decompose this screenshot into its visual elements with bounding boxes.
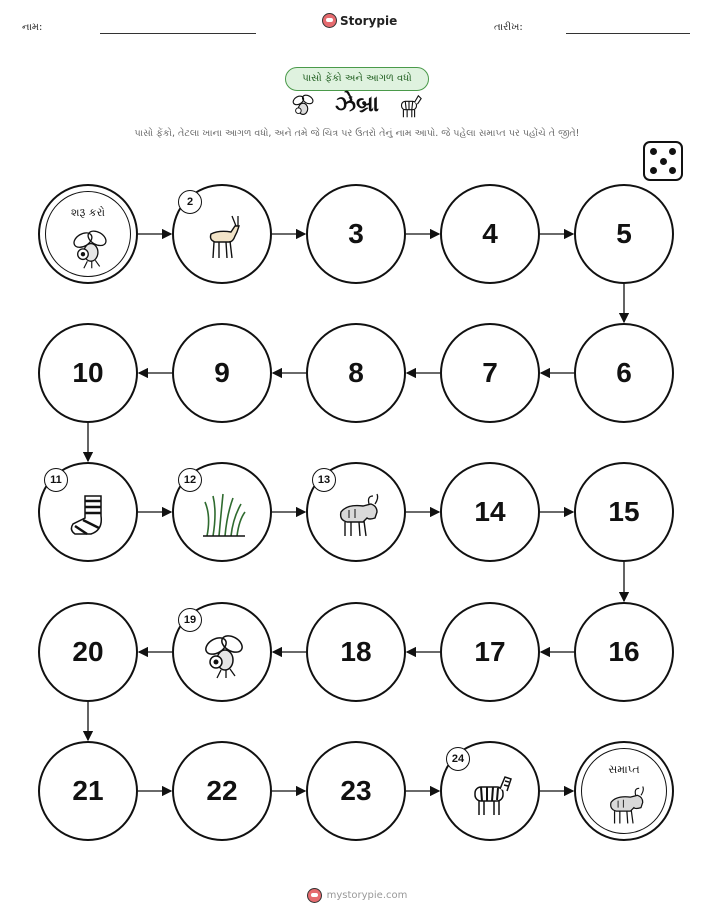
board-space-16[interactable] [574,602,674,702]
fly-icon [199,630,249,680]
fly-icon [68,226,112,270]
space-number: 20 [72,636,104,667]
finish-space[interactable] [574,741,674,841]
board-space-6[interactable] [574,323,674,423]
striped-sock-icon [65,490,115,540]
space-number: 21 [72,775,104,806]
board-space-12[interactable] [172,462,272,562]
space-number-badge: 19 [178,608,202,632]
space-number-badge: 13 [312,468,336,492]
zebra-icon [467,769,517,819]
board-space-21[interactable] [38,741,138,841]
space-number: 5 [616,218,632,249]
space-number: 4 [482,218,498,249]
board-space-24[interactable] [440,741,540,841]
board-space-5[interactable] [574,184,674,284]
board-space-14[interactable] [440,462,540,562]
board-space-22[interactable] [172,741,272,841]
grass-icon [199,490,249,540]
finish-label: સમાપ્ત [608,763,640,776]
board-space-11[interactable] [38,462,138,562]
board-space-3[interactable] [306,184,406,284]
page-title: ઝેબ્રા [334,92,380,117]
space-number: 18 [340,636,372,667]
space-number: 6 [616,357,632,388]
board-space-7[interactable] [440,323,540,423]
brand-name: Storypie [340,13,398,28]
game-type-pill: પાસો ફેંકો અને આગળ વધો [285,67,429,91]
wildebeest-icon [604,783,648,827]
space-number: 10 [72,357,104,388]
storypie-logo-icon [307,888,322,903]
name-label: નામ: [22,22,43,33]
start-label: શરૂ કરો [70,206,106,219]
board-space-23[interactable] [306,741,406,841]
board-space-9[interactable] [172,323,272,423]
board-space-20[interactable] [38,602,138,702]
board-space-13[interactable] [306,462,406,562]
antelope-icon [199,212,249,262]
board-space-4[interactable] [440,184,540,284]
board-space-2[interactable] [172,184,272,284]
board-space-8[interactable] [306,323,406,423]
space-number: 14 [474,496,506,527]
space-number: 16 [608,636,640,667]
space-number: 7 [482,357,498,388]
footer-url: mystorypie.com [326,890,408,901]
space-number: 15 [608,496,640,527]
wildebeest-icon [333,490,383,540]
space-number: 22 [206,775,238,806]
board-space-18[interactable] [306,602,406,702]
space-number-badge: 12 [178,468,202,492]
instructions: પાસો ફેંકો, તેટલા ખાના આગળ વધો, અને તમે જે ચિત્ર પર ઉતરો તેનું નામ આપો. જે પહેલા સમાપ્ત પર પહોંચે તે જીતે! [134,128,580,139]
board-space-15[interactable] [574,462,674,562]
start-space[interactable] [38,184,138,284]
space-number: 9 [214,357,230,388]
space-number: 8 [348,357,364,388]
space-number: 3 [348,218,364,249]
footer [0,888,714,903]
board-space-10[interactable] [38,323,138,423]
board-space-19[interactable] [172,602,272,702]
space-number: 23 [340,775,372,806]
space-number: 17 [474,636,506,667]
space-number-badge: 24 [446,747,470,771]
board-space-17[interactable] [440,602,540,702]
space-number-badge: 11 [44,468,68,492]
space-number-badge: 2 [178,190,202,214]
date-label: તારીખ: [494,22,523,33]
